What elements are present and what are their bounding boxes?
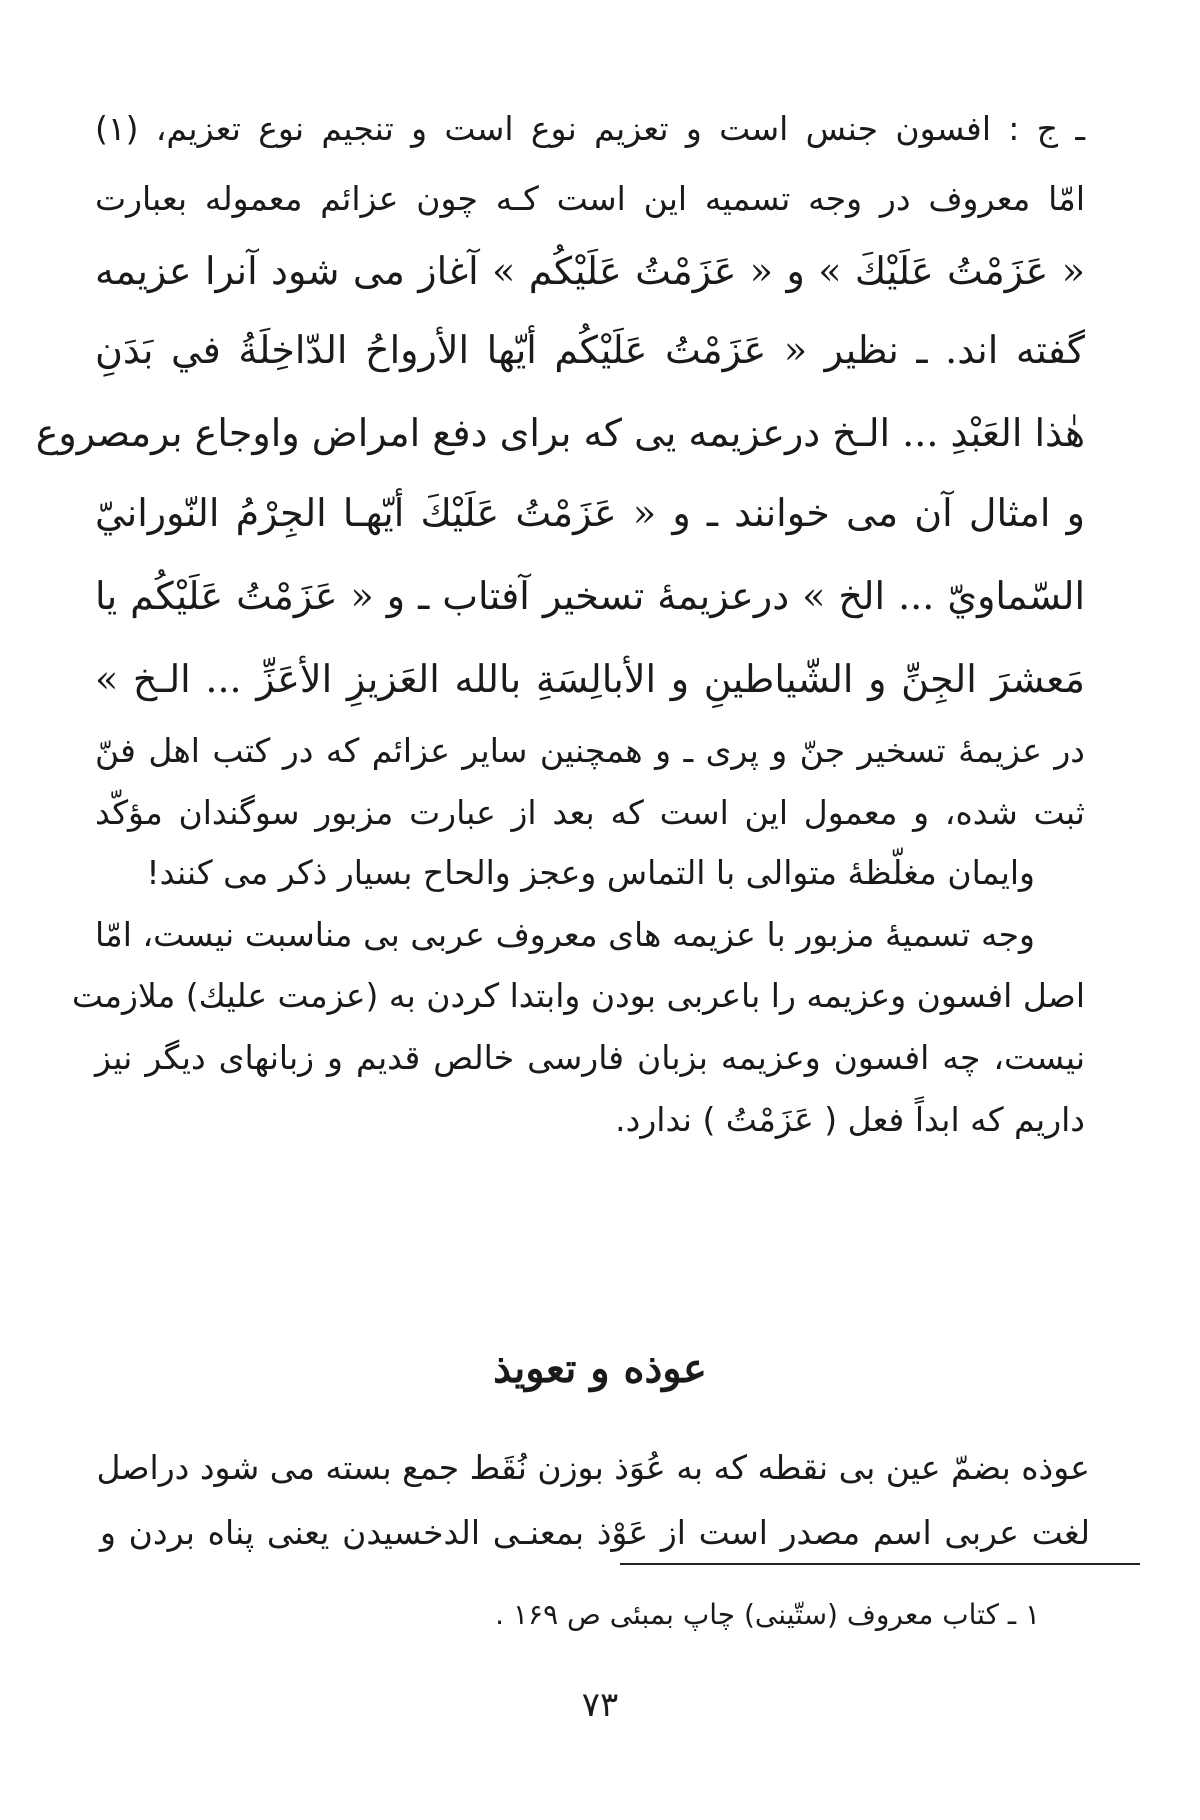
text-line-8: مَعشرَ الجِنِّ و الشّياطينِ و الأبالِسَةِ بالله العَزيزِ الأعَزِّ ... الـخ » [95,657,1085,701]
section-heading: عوذه و تعویذ [493,1345,707,1392]
text-line-17: لغت عربی اسم مصدر است از عَوْذ بمعنـی الدخسیدن یعنی پناه بردن و [100,1513,1090,1552]
footnote: ۱ ـ کتاب معروف (ستّینی) چاپ بمبئی ص ۱۶۹ . [495,1598,1040,1631]
footnote-divider [620,1563,1140,1565]
text-line-1: ـ ج : افسون جنس است و تعزیم نوع است و تنجیم نوع تعزیم، (۱) [95,109,1085,148]
text-line-2: امّا معروف در وجه تسمیه این است کـه چون عزائم معموله بعبارت [95,179,1085,218]
text-line-6: و امثال آن می خوانند ـ و « عَزَمْتُ عَلَيْكَ أيّهـا الجِرْمُ النّورانيّ [95,491,1085,535]
text-line-10: ثبت شده، و معمول این است که بعد از عبارت مزبور سوگندان مؤکّد [95,793,1085,832]
text-line-15: داریم که ابداً فعل ( عَزَمْتُ ) ندارد. [615,1100,1085,1139]
text-line-9: در عزیمهٔ تسخیر جنّ و پری ـ و همچنین سایر عزائم که در کتب اهل فنّ [95,731,1085,770]
text-line-3: « عَزَمْتُ عَلَيْكَ » و « عَزَمْتُ عَلَيْكُم » آغاز می شود آنرا عزیمه [95,249,1085,293]
text-line-5: هٰذا العَبْدِ ... الـخ درعزیمه یی که برای دفع امراض واوجاع برمصروع [35,411,1085,455]
text-line-7: السّماويّ ... الخ » درعزیمهٔ تسخیر آفتاب ـ و « عَزَمْتُ عَلَيْكُم يا [95,574,1085,618]
text-line-4: گفته اند. ـ نظیر « عَزَمْتُ عَلَيْكُم أيّها الأرواحُ الدّاخِلَةُ في بَدَنِ [95,328,1085,372]
text-line-16: عوذه بضمّ عین بی نقطه که به عُوَذ بوزن نُقَط جمع بسته می شود دراصل [96,1448,1090,1487]
text-line-12: وجه تسمیهٔ مزبور با عزیمه های معروف عربی بی مناسبت نیست، امّا [95,915,1035,954]
page-number: ۷۳ [581,1685,619,1725]
text-line-14: نیست، چه افسون وعزیمه بزبان فارسی خالص قدیم و زبانهای دیگر نیز [95,1038,1085,1077]
text-line-13: اصل افسون وعزیمه را باعربی بودن وابتدا کردن به (عزمت علیك) ملازمت [71,976,1085,1015]
text-line-11: وایمان مغلّظهٔ متوالی با التماس وعجز والحاح بسیار ذکر می کنند! [146,853,1035,892]
